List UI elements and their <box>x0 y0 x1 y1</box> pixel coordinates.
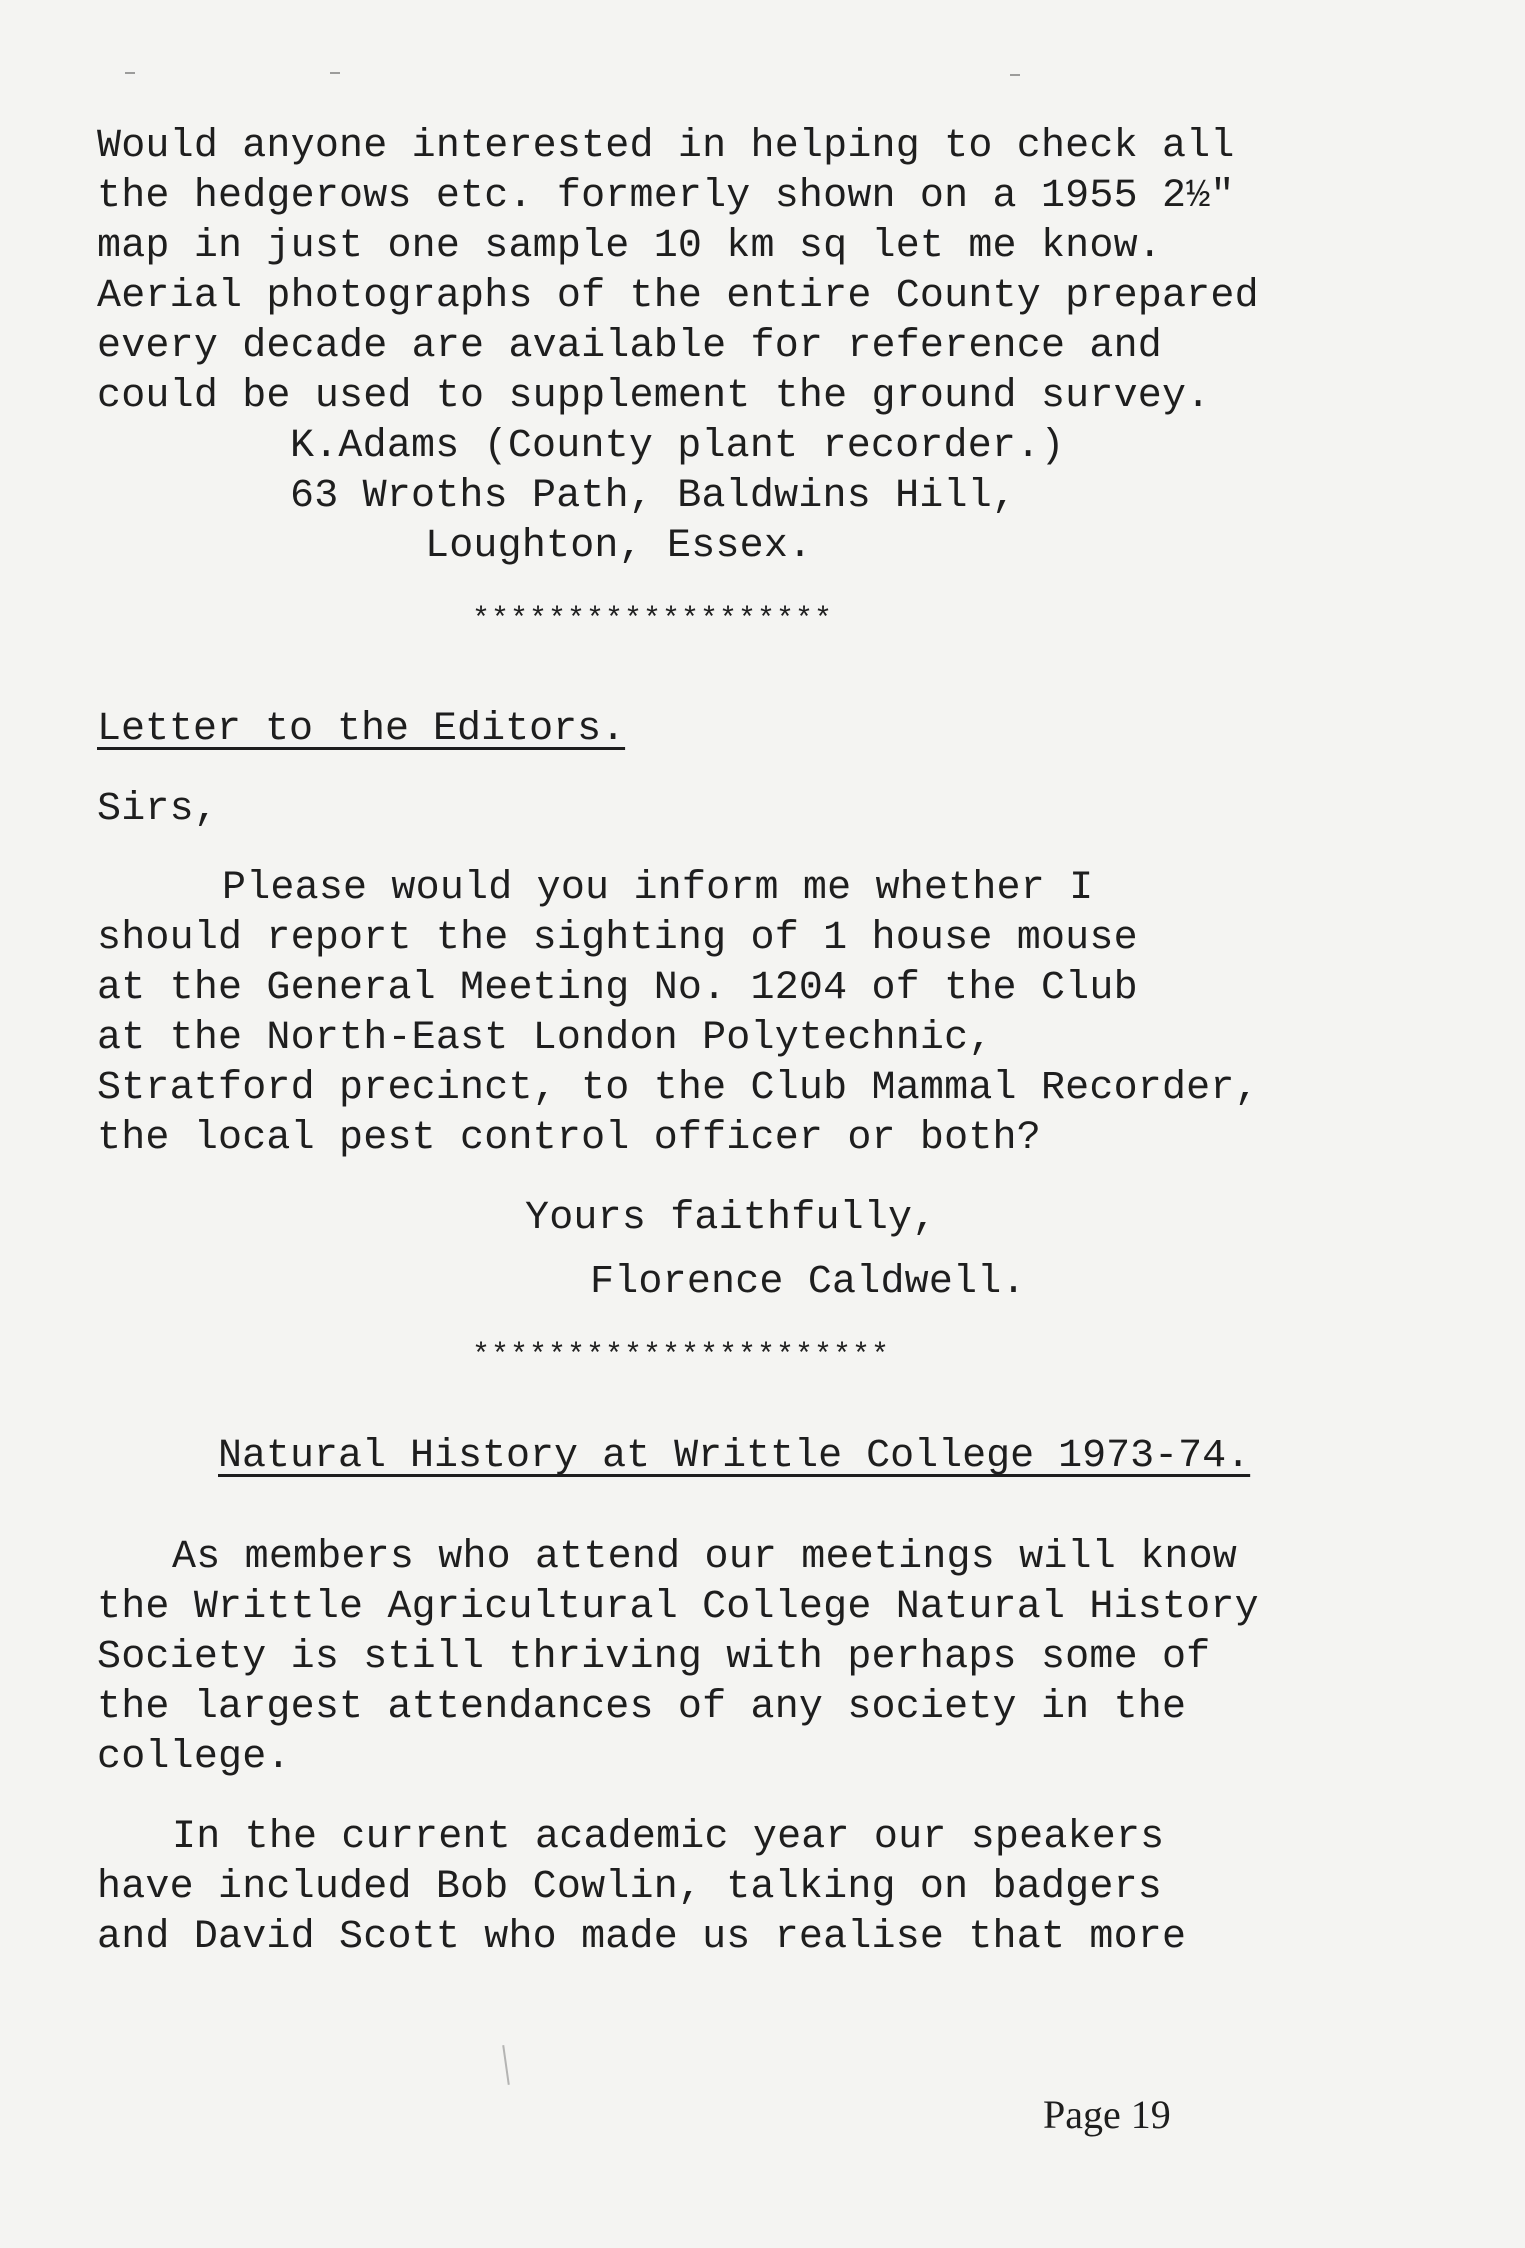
section-line: the largest attendances of any society in the <box>97 1685 1187 1730</box>
letter-heading: Letter to the Editors. <box>97 707 626 752</box>
paragraph-line: Aerial photographs of the entire County prepared <box>97 274 1259 319</box>
separator: ********************** <box>472 1339 891 1373</box>
section-heading: Natural History at Writtle College 1973-74. <box>218 1434 1251 1479</box>
letter-line: the local pest control officer or both? <box>97 1116 1041 1161</box>
letter-line: at the North-East London Polytechnic, <box>97 1016 993 1061</box>
paragraph-line: every decade are available for reference and <box>97 324 1162 369</box>
section-line: have included Bob Cowlin, talking on badgers <box>97 1865 1162 1910</box>
scan-mark <box>1010 74 1020 76</box>
letter-closing: Yours faithfully, <box>525 1196 937 1241</box>
section-line: and David Scott who made us realise that more <box>97 1915 1187 1960</box>
scan-mark <box>330 72 340 74</box>
scan-mark <box>125 72 135 74</box>
letter-signer: Florence Caldwell. <box>590 1260 1026 1305</box>
section-line: college. <box>97 1735 291 1780</box>
letter-line: Stratford precinct, to the Club Mammal Recorder, <box>97 1066 1259 1111</box>
page-number: Page 19 <box>1043 2092 1171 2137</box>
letter-salutation: Sirs, <box>97 787 219 832</box>
paragraph-line: Would anyone interested in helping to check all <box>97 124 1235 169</box>
letter-line: at the General Meeting No. 1204 of the Club <box>97 966 1138 1011</box>
signature-address: 63 Wroths Path, Baldwins Hill, <box>290 474 1017 519</box>
separator: ******************* <box>472 603 834 637</box>
paragraph-line: map in just one sample 10 km sq let me know. <box>97 224 1162 269</box>
letter-line: should report the sighting of 1 house mouse <box>97 916 1138 961</box>
paragraph-line: the hedgerows etc. formerly shown on a 1955 2½" <box>97 174 1235 219</box>
signature-name: K.Adams (County plant recorder.) <box>290 424 1065 469</box>
section-line: In the current academic year our speakers <box>172 1815 1165 1860</box>
section-line: Society is still thriving with perhaps some of <box>97 1635 1211 1680</box>
section-line: the Writtle Agricultural College Natural History <box>97 1585 1259 1630</box>
signature-town: Loughton, Essex. <box>425 524 813 569</box>
paragraph-line: could be used to supplement the ground survey. <box>97 374 1211 419</box>
section-line: As members who attend our meetings will know <box>172 1535 1237 1580</box>
letter-line: Please would you inform me whether I <box>222 866 1094 911</box>
